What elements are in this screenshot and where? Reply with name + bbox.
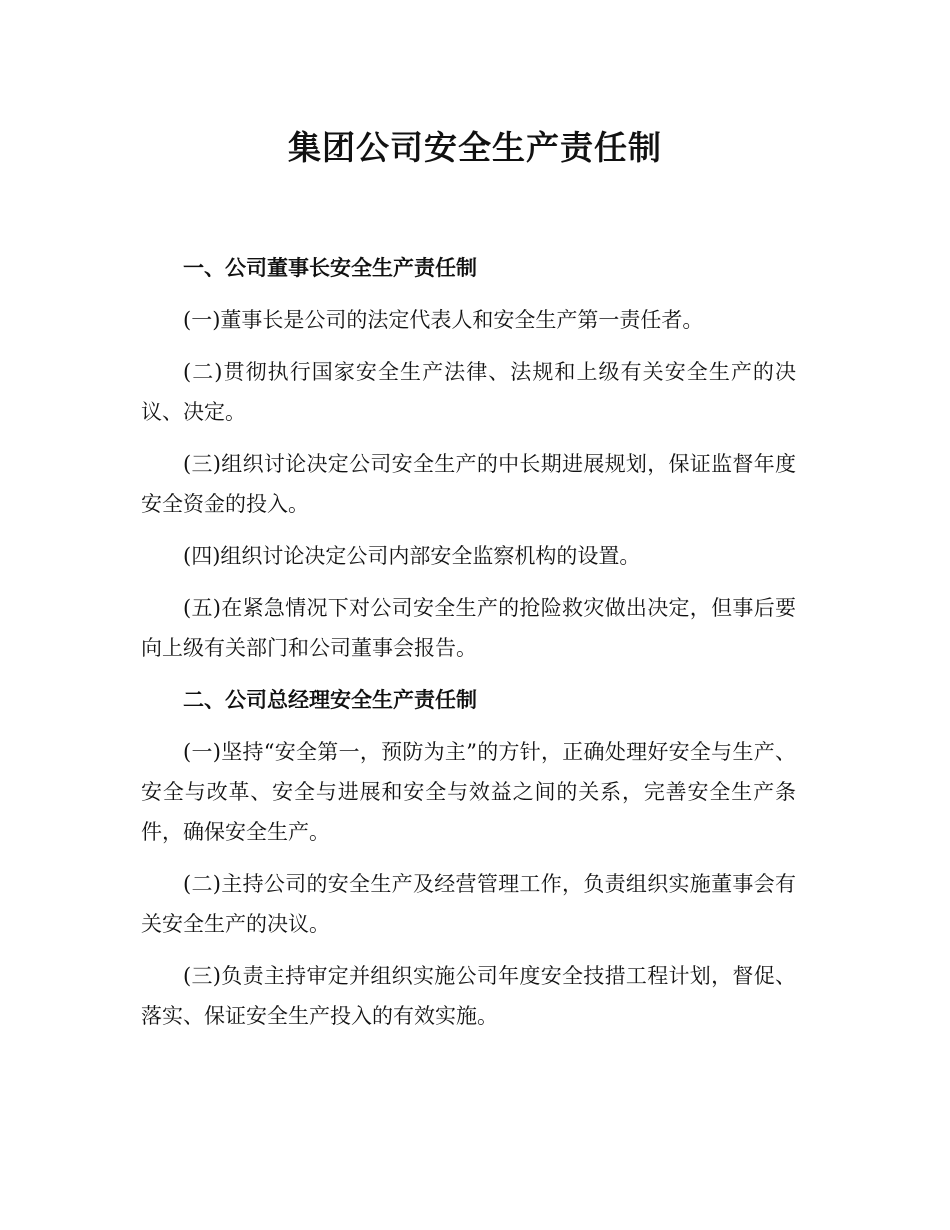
paragraph: (二)主持公司的安全生产及经营管理工作，负责组织实施董事会有关安全生产的决议。 — [141, 872, 796, 936]
paragraph: (三)负责主持审定并组织实施公司年度安全技措工程计划，督促、落实、保证安全生产投入的有效实施。 — [141, 964, 796, 1028]
document-title: 集团公司安全生产责任制 — [288, 128, 662, 167]
paragraph: (五)在紧急情况下对公司安全生产的抢险救灾做出决定，但事后要向上级有关部门和公司董事会报告。 — [141, 596, 796, 660]
paragraph: (三)组织讨论决定公司安全生产的中长期进展规划，保证监督年度安全资金的投入。 — [141, 452, 796, 516]
section-heading: 二、公司总经理安全生产责任制 — [183, 688, 477, 712]
paragraph: (四)组织讨论决定公司内部安全监察机构的设置。 — [183, 544, 641, 568]
paragraph: (一)董事长是公司的法定代表人和安全生产第一责任者。 — [183, 308, 704, 332]
section-heading: 一、公司董事长安全生产责任制 — [183, 256, 477, 280]
paragraph: (二)贯彻执行国家安全生产法律、法规和上级有关安全生产的决议、决定。 — [141, 360, 796, 424]
document-body — [141, 248, 796, 1048]
paragraph: (一)坚持“安全第一，预防为主”的方针，正确处理好安全与生产、安全与改革、安全与进展和安全与效益之间的关系，完善安全生产条件，确保安全生产。 — [141, 740, 796, 844]
